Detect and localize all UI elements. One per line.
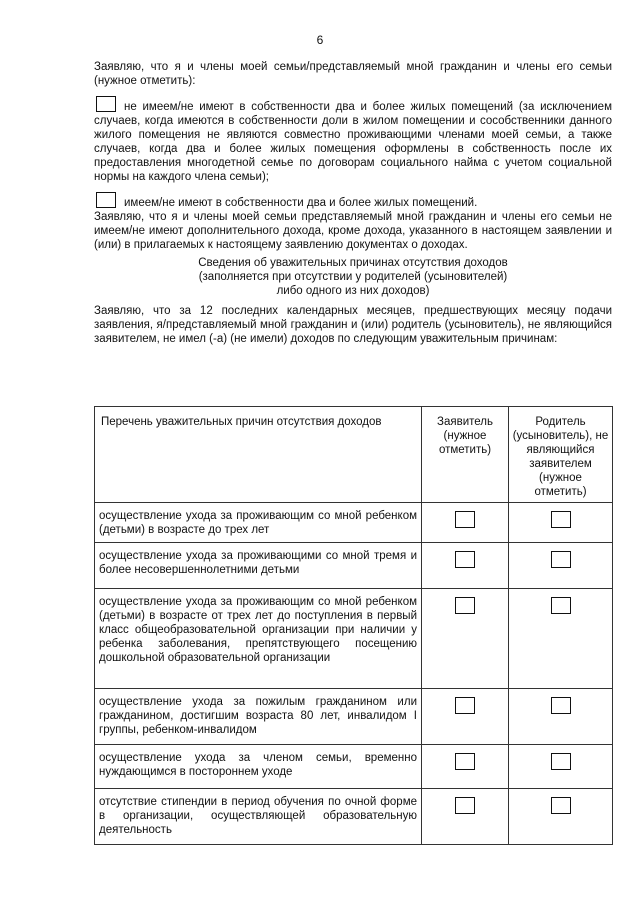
table-row xyxy=(95,789,613,845)
no-income-reasons-declaration: Заявляю, что за 12 последних календарных месяцев, предшествующих месяцу подачи заявления, я/представляемый мной гражданин и (или) родитель (усыновитель), не являющийся заявителем, не имел (-а) (не имели) доходов по следующим уважительным причинам: xyxy=(94,305,612,345)
option-has-multiple-dwellings xyxy=(94,192,612,210)
section-title-line-2: (заполняется при отсутствии у родителей (усыновителей) xyxy=(198,271,508,283)
table-row xyxy=(95,745,613,789)
no-income-reasons-table xyxy=(94,406,613,845)
page-number: 6 xyxy=(316,33,324,47)
parent-checkbox[interactable] xyxy=(551,597,571,614)
applicant-checkbox[interactable] xyxy=(455,697,475,714)
section-title-line-1: Сведения об уважительных причинах отсутствия доходов xyxy=(198,257,508,269)
intro-declaration: Заявляю, что я и члены моей семьи/представляемый мной гражданин и члены его семьи (нужное отметить): xyxy=(94,61,612,87)
applicant-checkbox[interactable] xyxy=(455,597,475,614)
parent-checkbox[interactable] xyxy=(551,797,571,814)
reason-text: отсутствие стипендии в период обучения по очной форме в организации, осуществляющей образовательную деятельность xyxy=(95,789,422,845)
header-parent: Родитель (усыновитель), не являющийся заявителем (нужное отметить) xyxy=(509,407,613,503)
table-row xyxy=(95,543,613,589)
header-applicant: Заявитель (нужное отметить) xyxy=(422,407,509,503)
table-row xyxy=(95,503,613,543)
option-has-multiple-dwellings-checkbox[interactable] xyxy=(96,192,116,208)
applicant-checkbox[interactable] xyxy=(455,753,475,770)
reason-text: осуществление ухода за членом семьи, временно нуждающимся в постороннем уходе xyxy=(95,745,422,789)
parent-checkbox[interactable] xyxy=(551,697,571,714)
table-row xyxy=(95,589,613,689)
parent-checkbox[interactable] xyxy=(551,551,571,568)
form-body xyxy=(94,60,612,346)
section-title xyxy=(94,256,612,298)
option-no-multiple-dwellings-checkbox[interactable] xyxy=(96,96,116,112)
header-reasons: Перечень уважительных причин отсутствия доходов xyxy=(95,407,422,503)
parent-checkbox[interactable] xyxy=(551,511,571,528)
reason-text: осуществление ухода за проживающим со мной ребенком (детьми) в возрасте до трех лет xyxy=(95,503,422,543)
applicant-checkbox[interactable] xyxy=(455,511,475,528)
applicant-checkbox[interactable] xyxy=(455,551,475,568)
option-no-multiple-dwellings-text: не имеем/не имеют в собственности два и более жилых помещений (за исключением случаев, когда имеются в собственности доли в жилом помещении и сособственники данного жилого помещения не являются совместно проживающими членами моей семьи, а также случаев, когда два и более жилых помещения оформлены в собственность после их предоставления многодетной семье по договорам социального найма с учетом социальной нормы на каждого члена семьи); xyxy=(94,101,612,183)
reason-text: осуществление ухода за проживающими со мной тремя и более несовершеннолетними детьми xyxy=(95,543,422,589)
no-additional-income-declaration: Заявляю, что я и члены моей семьи представляемый мной гражданин и члены его семьи не имеем/не имеют дополнительного дохода, кроме дохода, указанного в настоящем заявлении и (или) в прилагаемых к настоящему заявлению документах о доходах. xyxy=(94,211,612,251)
parent-checkbox[interactable] xyxy=(551,753,571,770)
applicant-checkbox[interactable] xyxy=(455,797,475,814)
reason-text: осуществление ухода за пожилым гражданином или гражданином, достигшим возраста 80 лет, инвалидом I группы, ребенком-инвалидом xyxy=(95,689,422,745)
section-title-line-3: либо одного из них доходов) xyxy=(276,285,430,297)
option-has-multiple-dwellings-text: имеем/не имеют в собственности два и более жилых помещений. xyxy=(124,197,478,209)
table-row xyxy=(95,689,613,745)
reason-text: осуществление ухода за проживающим со мной ребенком (детьми) в возрасте от трех лет до поступления в первый класс общеобразовательной организации при наличии у ребенка заболевания, препятствующего посещению дошкольной образовательной организации xyxy=(95,589,422,689)
option-no-multiple-dwellings xyxy=(94,96,612,184)
